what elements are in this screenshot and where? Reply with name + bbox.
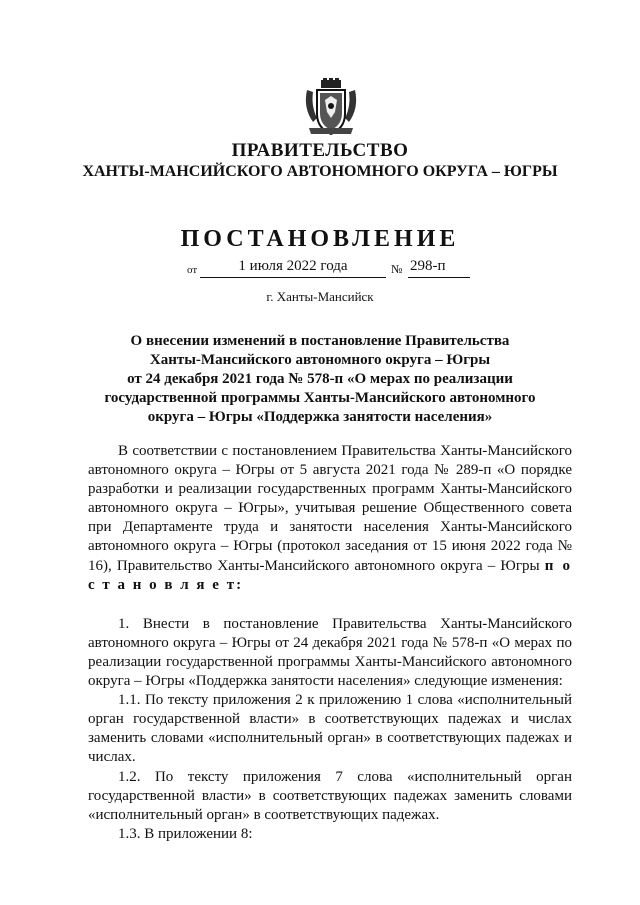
subject-line: государственной программы Ханты-Мансийского автономного [104, 390, 536, 406]
preamble-text: В соответствии с постановлением Правительства Ханты-Мансийского автономного округа – Югры от 5 августа 2021 года № 289-п «О порядке разработки и реализации государственных программ Ханты-Мансийского автономного округа – Югры», учитывая решение Общественного совета при Департаменте труда и занятости населения Ханты-Мансийского автономного округа – Югры (протокол заседания от 15 июня 2022 года № 16), Правительство Ханты-Мансийского автономного округа – Югры [88, 443, 572, 574]
date-number-line [0, 258, 640, 280]
item-1-2: 1.2. По тексту приложения 7 слова «исполнительный орган государственной власти» в соответствующих падежах заменить словами «исполнительный орган» в соответствующих падежах. [88, 768, 572, 823]
document-type: ПОСТАНОВЛЕНИЕ [180, 226, 460, 252]
item-1-3: 1.3. В приложении 8: [118, 825, 253, 842]
subject-line: от 24 декабря 2021 года № 578-п «О мерах по реализации [127, 371, 513, 387]
coat-of-arms-icon [299, 78, 363, 138]
preamble-paragraph [88, 442, 572, 595]
city: г. Ханты-Мансийск [266, 289, 374, 304]
document-number: 298-п [408, 258, 470, 278]
subject-line: округа – Югры «Поддержка занятости населения» [147, 409, 493, 425]
item-1-1: 1.1. По тексту приложения 2 к приложению 1 слова «исполнительный орган государственной власти» в соответствующих падежах и числах заменить словами «исполнительный орган» в соответствующих падежах и числах. [88, 692, 572, 766]
document-date: 1 июля 2022 года [200, 258, 386, 278]
item-1: 1. Внести в постановление Правительства Ханты-Мансийского автономного округа – Югры от 24 декабря 2021 года № 578-п «О мерах по реализации государственной программы Ханты-Мансийского автономного округа – Югры «Поддержка занятости населения» следующие изменения: [88, 615, 572, 690]
date-prefix: от [187, 264, 198, 276]
resolves-word: п о с т а н о в л я е т: [88, 557, 572, 593]
region-title: ХАНТЫ-МАНСИЙСКОГО АВТОНОМНОГО ОКРУГА – ЮГРЫ [82, 163, 558, 180]
subject-line: О внесении изменений в постановление Правительства [130, 333, 510, 349]
subject-line: Ханты-Мансийского автономного округа – Югры [149, 352, 491, 368]
government-title: ПРАВИТЕЛЬСТВО [231, 140, 409, 161]
document-body [88, 442, 572, 844]
number-prefix: № [391, 262, 403, 276]
document-subject [100, 332, 540, 427]
